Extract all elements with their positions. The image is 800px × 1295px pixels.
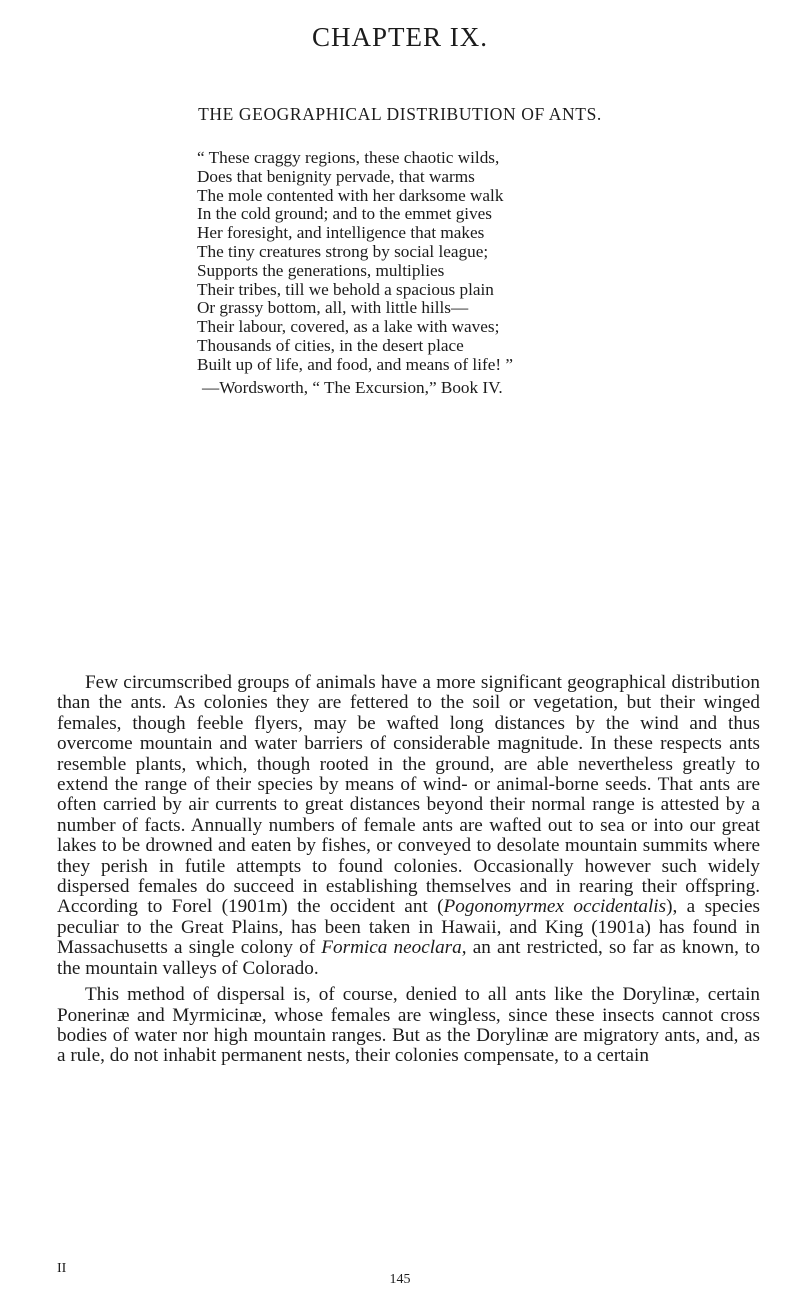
paragraph <box>57 673 760 979</box>
chapter-title: THE GEOGRAPHICAL DISTRIBUTION OF ANTS. <box>198 104 602 124</box>
epigraph-line: In the cold ground; and to the emmet gives <box>197 204 492 224</box>
epigraph-line: “ These craggy regions, these chaotic wilds, <box>197 148 500 167</box>
paragraph-text: This method of dispersal is, of course, denied to all ants like the Dorylinæ, certain Ponerinæ and Myrmicinæ, whose females are wingless, since these insects cannot cross bodies of water nor high mountain ranges. But as the Dorylinæ are migratory ants, and, as a rule, do not inhabit permanent nests, their colonies compensate, to a certain <box>57 984 760 1067</box>
body-text <box>57 673 760 1073</box>
epigraph-line: Thousands of cities, in the desert place <box>197 335 464 355</box>
epigraph-attribution: —Wordsworth, “ The Excursion,” Book IV. <box>202 377 503 397</box>
paragraph-text: ), a species peculiar to the Great Plains, has been taken in Hawaii, and King (1901a) has found in Massachusetts a single colony of <box>57 896 760 959</box>
epigraph-line: Does that benignity pervade, that warms <box>197 166 475 186</box>
epigraph-line: Their labour, covered, as a lake with waves; <box>197 317 500 337</box>
chapter-heading: CHAPTER IX. <box>311 22 488 52</box>
page-number: 145 <box>389 1272 411 1287</box>
species-name: Formica neoclara <box>321 937 462 959</box>
epigraph-line: The mole contented with her darksome walk <box>197 185 504 205</box>
epigraph-line: Their tribes, till we behold a spacious plain <box>197 279 494 299</box>
species-name: Pogonomyrmex occidentalis <box>443 896 667 918</box>
paragraph-text: , an ant restricted, so far as known, to the mountain valleys of Colorado. <box>57 937 760 979</box>
epigraph-line: The tiny creatures strong by social league; <box>197 241 489 261</box>
epigraph-line: Built up of life, and food, and means of life! ” <box>197 354 513 374</box>
epigraph <box>197 149 757 397</box>
epigraph-line: Or grassy bottom, all, with little hills— <box>197 298 469 318</box>
epigraph-line: Her foresight, and intelligence that makes <box>197 223 485 243</box>
paragraph <box>57 985 760 1067</box>
signature-mark: II <box>57 1261 67 1276</box>
epigraph-line: Supports the generations, multiplies <box>197 260 445 280</box>
paragraph-text: Few circumscribed groups of animals have a more significant geographical distribution than the ants. As colonies they are fettered to the soil or vegetation, but their winged females, though feeble flyers, may be wafted long distances by the wind and thus overcome mountain and water barriers of considerable magnitude. In these respects ants resemble plants, which, though rooted in the ground, are able nevertheless greatly to extend the range of their species by means of wind- or animal-borne seeds. That ants are often carried by air currents to great distances beyond their normal range is attested by a number of facts. Annually numbers of female ants are wafted out to sea or into our great lakes to be drowned and eaten by fishes, or conveyed to desolate mountain summits where they perish in futile attempts to found colonies. Occasionally however such widely dispersed females do succeed in establishing themselves and in rearing their offspring. According to Forel (1901m) the occident ant ( <box>57 672 760 918</box>
